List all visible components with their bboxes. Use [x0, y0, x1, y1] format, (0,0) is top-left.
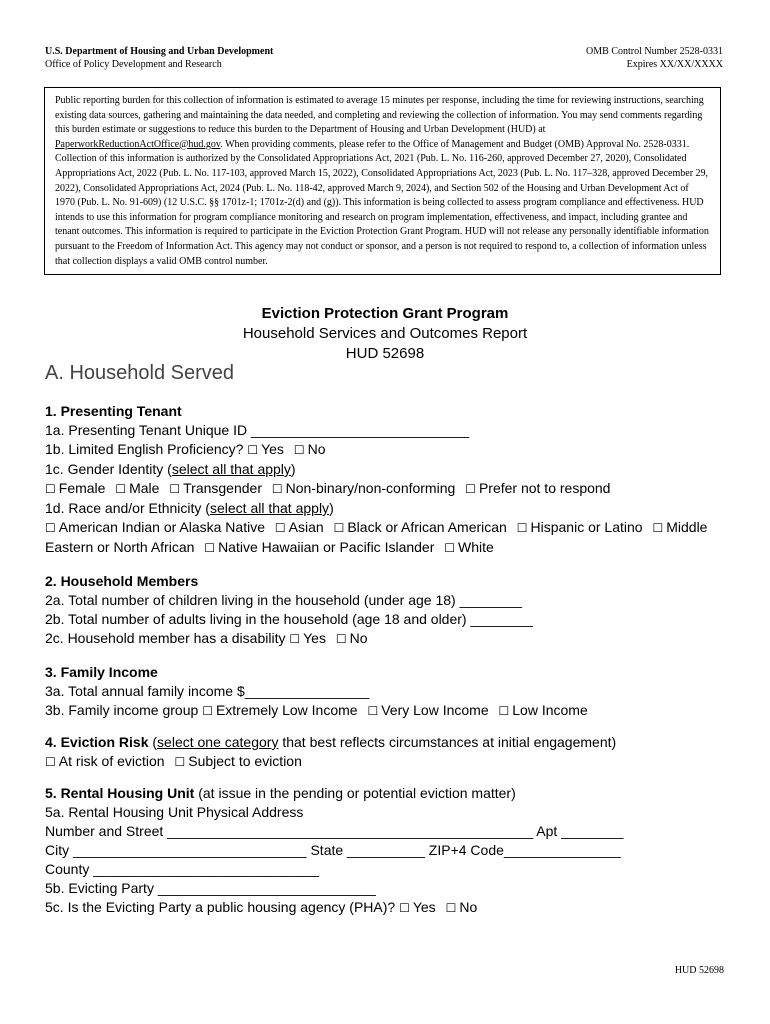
- checkbox-transgender[interactable]: ☐: [169, 482, 181, 496]
- checkbox-disability-yes[interactable]: ☐: [289, 632, 301, 646]
- income-very-low-label: Very Low Income: [381, 702, 489, 718]
- race-options-row1: [45, 518, 735, 538]
- checkbox-at-risk[interactable]: ☐: [45, 755, 56, 769]
- burden-statement: [44, 87, 721, 275]
- race-hispanic-label: Hispanic or Latino: [530, 519, 643, 535]
- street-apt-field[interactable]: Number and Street _______________________________________________ Apt ________: [45, 823, 624, 839]
- q5c-label: 5c. Is the Evicting Party a public housing agency (PHA)?: [45, 899, 396, 915]
- checkbox-low[interactable]: ☐: [498, 704, 510, 718]
- q4-instruction: select one category: [157, 734, 279, 750]
- q1c-label: 1c. Gender Identity (: [45, 461, 172, 477]
- section-a-heading: A. Household Served: [45, 362, 235, 384]
- q1b-row: [45, 440, 735, 460]
- checkbox-disability-no[interactable]: ☐: [335, 632, 347, 646]
- gender-transgender-label: Transgender: [183, 480, 262, 496]
- pha-yes-label: Yes: [412, 899, 436, 915]
- race-options-row2: [45, 538, 735, 558]
- q1c-row: [45, 460, 735, 479]
- subject-to-label: Subject to eviction: [188, 753, 302, 769]
- q3b-row: [45, 701, 735, 721]
- lep-yes-label: Yes: [261, 441, 284, 457]
- race-american-indian-label: American Indian or Alaska Native: [58, 519, 265, 535]
- race-white-label: White: [458, 539, 494, 555]
- burden-text-2: . When providing comments, please refer to the Office of Management and Budget (OMB) Approval No. 2528-0331. Collection of this information is authorized by the Consolidated Appropriations Act, 2021 (Pub. L. No. 116-260, approved December 27, 2020), Consolidated Appropriations Act, 2022 (Pub. L. No. 117-103, approved March 15, 2022), Consolidated Appropriations Act, 2023 (Pub. L. No. 117–328, approved December 29, 2022), Consolidated Appropriations Act, 2024 (Pub. L. No. 118-42, approved March 9, 2024), and Section 502 of the Housing and Urban Development Act of 1970 (Pub. L. No. 91-609) (12 U.S.C. §§ 1701z-1; 1701z-2(d) and (g)). This information is being collected to assess program compliance and effectiveness. HUD intends to use this information for program compliance monitoring and research on program implementation, effectiveness, and impact, including grantee and tenant outcomes. This information is required to participate in the Eviction Protection Grant Program. HUD will not release any personally identifiable information pursuant to the Freedom of Information Act. This agency may not conduct or sponsor, and a person is not required to respond to, a collection of information unless that collection displays a valid OMB control number.: [55, 138, 709, 267]
- q1b-label: 1b. Limited English Proficiency?: [45, 441, 244, 457]
- q4-instruction-rest: that best reflects circumstances at initial engagement): [278, 734, 617, 750]
- income-extremely-low-label: Extremely Low Income: [215, 702, 358, 718]
- checkbox-american-indian[interactable]: ☐: [45, 521, 56, 535]
- checkbox-male[interactable]: ☐: [115, 482, 127, 496]
- q4-open: (: [148, 734, 158, 750]
- q1c-instruction: select all that apply: [171, 461, 291, 477]
- checkbox-pha-no[interactable]: ☐: [445, 901, 457, 915]
- omb-control-number: OMB Control Number 2528-0331: [586, 46, 723, 57]
- program-title: Eviction Protection Grant Program: [261, 305, 509, 322]
- checkbox-lep-no[interactable]: ☐: [293, 443, 305, 457]
- q1a-unique-id-field[interactable]: 1a. Presenting Tenant Unique ID ____________________________: [45, 422, 469, 438]
- q3a-income-field[interactable]: 3a. Total annual family income $________________: [45, 683, 370, 699]
- q1-heading: 1. Presenting Tenant: [45, 403, 182, 419]
- expiration-date: Expires XX/XX/XXXX: [626, 59, 723, 70]
- checkbox-lep-yes[interactable]: ☐: [247, 443, 259, 457]
- q1d-row: [45, 499, 735, 518]
- pha-no-label: No: [459, 899, 478, 915]
- form-body: [45, 402, 735, 918]
- q1c-close: ): [290, 461, 296, 477]
- q1d-close: ): [329, 500, 334, 516]
- checkbox-white[interactable]: ☐: [444, 541, 456, 555]
- race-pacific-islander-label: Native Hawaiian or Pacific Islander: [218, 539, 435, 555]
- form-number: HUD 52698: [345, 345, 425, 362]
- checkbox-hispanic[interactable]: ☐: [516, 521, 528, 535]
- gender-prefer-not-label: Prefer not to respond: [478, 480, 611, 496]
- q5a-label: 5a. Rental Housing Unit Physical Address: [45, 804, 304, 820]
- form-titles: [0, 304, 770, 364]
- race-asian-label: Asian: [288, 519, 324, 535]
- checkbox-female[interactable]: ☐: [45, 482, 56, 496]
- disability-no-label: No: [349, 630, 368, 646]
- office-name: Office of Policy Development and Research: [45, 59, 222, 70]
- lep-no-label: No: [307, 441, 326, 457]
- burden-text-1: Public reporting burden for this collection of information is estimated to average 15 minutes per response, including the time for reviewing instructions, searching existing data sources, gathering and maintaining the data needed, and completing and reviewing the collection of information. You may send comments regarding this burden estimate or suggestions to reduce this burden to the Department of Housing and Urban Development (HUD) at: [55, 95, 704, 136]
- checkbox-mena[interactable]: ☐: [652, 521, 664, 535]
- q5c-row: [45, 898, 735, 918]
- checkbox-nonbinary[interactable]: ☐: [271, 482, 283, 496]
- burden-email-link[interactable]: PaperworkReductionActOffice@hud.gov: [55, 138, 221, 150]
- checkbox-pha-yes[interactable]: ☐: [399, 901, 410, 915]
- header-right: [586, 45, 723, 71]
- q4-heading: 4. Eviction Risk: [45, 734, 149, 750]
- race-mena-label-end: Eastern or North African: [45, 539, 195, 555]
- q5-heading: 5. Rental Housing Unit: [45, 785, 195, 801]
- q5-subheading: (at issue in the pending or potential eviction matter): [194, 785, 516, 801]
- report-title: Household Services and Outcomes Report: [242, 325, 528, 342]
- gender-options: [45, 479, 735, 499]
- gender-nonbinary-label: Non-binary/non-conforming: [285, 480, 456, 496]
- checkbox-asian[interactable]: ☐: [274, 521, 286, 535]
- q2c-row: [45, 629, 735, 649]
- checkbox-prefer-not[interactable]: ☐: [465, 482, 476, 496]
- income-low-label: Low Income: [512, 702, 588, 718]
- q2-heading: 2. Household Members: [45, 573, 199, 589]
- gender-female-label: Female: [58, 480, 106, 496]
- q4-heading-row: [45, 733, 735, 752]
- q1d-label: 1d. Race and/or Ethnicity (: [45, 500, 210, 516]
- agency-name: U.S. Department of Housing and Urban Development: [45, 46, 274, 57]
- q3-heading: 3. Family Income: [45, 664, 158, 680]
- q1d-instruction: select all that apply: [209, 500, 330, 516]
- q3b-label: 3b. Family income group: [45, 702, 203, 718]
- footer-form-number: HUD 52698: [674, 965, 724, 976]
- checkbox-black[interactable]: ☐: [333, 521, 345, 535]
- checkbox-very-low[interactable]: ☐: [367, 704, 379, 718]
- q2c-label: 2c. Household member has a disability: [45, 630, 286, 646]
- at-risk-label: At risk of eviction: [58, 753, 165, 769]
- race-black-label: Black or African American: [347, 519, 507, 535]
- q2a-children-field[interactable]: 2a. Total number of children living in the household (under age 18) ________: [45, 592, 522, 608]
- checkbox-subject-to[interactable]: ☐: [174, 755, 186, 769]
- gender-male-label: Male: [129, 480, 160, 496]
- q2b-adults-field[interactable]: 2b. Total number of adults living in the household (age 18 and older) ________: [45, 611, 533, 627]
- q4-options: [45, 752, 735, 772]
- header-left: [45, 45, 273, 71]
- q5-heading-row: [45, 784, 735, 803]
- county-field[interactable]: County _____________________________: [45, 861, 320, 877]
- disability-yes-label: Yes: [303, 630, 326, 646]
- evicting-party-field[interactable]: 5b. Evicting Party ____________________________: [45, 880, 376, 896]
- race-mena-label-start: Middle: [666, 519, 708, 535]
- checkbox-extremely-low[interactable]: ☐: [202, 704, 213, 718]
- city-state-zip-field[interactable]: City ______________________________ State __________ ZIP+4 Code_______________: [45, 842, 621, 858]
- checkbox-pacific-islander[interactable]: ☐: [204, 541, 216, 555]
